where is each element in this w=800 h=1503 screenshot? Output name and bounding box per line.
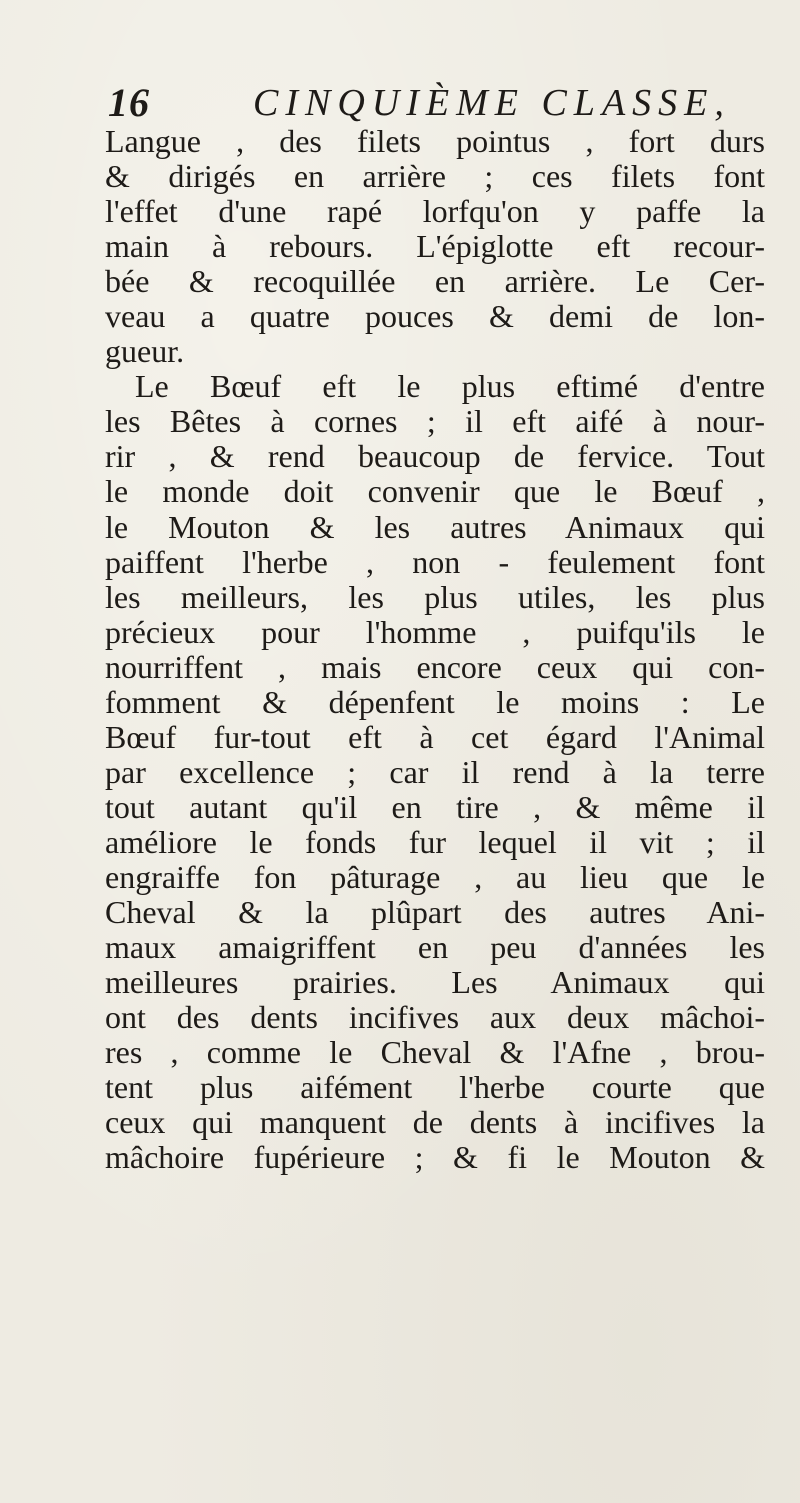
- text-line: Bœuf fur-tout eft à cet égard l'Animal: [105, 718, 765, 755]
- text-line: le Mouton & les autres Animaux qui: [105, 508, 765, 545]
- page-header: [108, 78, 731, 128]
- text-line: l'effet d'une rapé lorfqu'on y paffe la: [105, 193, 765, 230]
- text-line: précieux pour l'homme , puifqu'ils le: [105, 613, 765, 650]
- text-line: main à rebours. L'épiglotte eft recour-: [105, 228, 765, 265]
- text-line: gueur.: [105, 333, 185, 370]
- text-line: par excellence ; car il rend à la terre: [105, 753, 765, 790]
- text-line: le monde doit convenir que le Bœuf ,: [105, 473, 765, 510]
- text-line: res , comme le Cheval & l'Afne , brou-: [105, 1034, 765, 1071]
- text-line: maux amaigriffent en peu d'années les: [105, 929, 765, 966]
- text-line: veau a quatre pouces & demi de lon-: [105, 298, 765, 335]
- text-line: les Bêtes à cornes ; il eft aifé à nour-: [105, 403, 765, 440]
- text-line: engraiffe fon pâturage , au lieu que le: [105, 858, 765, 895]
- text-line: paiffent l'herbe , non - feulement font: [105, 543, 765, 580]
- text-line: fomment & dépenfent le moins : Le: [105, 683, 765, 720]
- running-head: CINQUIÈME CLASSE,: [253, 82, 731, 124]
- text-line: Le Bœuf eft le plus eftimé d'entre: [135, 368, 765, 405]
- page-number: 16: [108, 80, 150, 125]
- text-line: meilleures prairies. Les Animaux qui: [105, 964, 765, 1001]
- text-line: & dirigés en arrière ; ces filets font: [105, 158, 765, 195]
- text-line: les meilleurs, les plus utiles, les plus: [105, 578, 765, 615]
- text-line: ceux qui manquent de dents à incifives la: [105, 1104, 765, 1141]
- body-text: [105, 124, 765, 1175]
- text-line: ont des dents incifives aux deux mâchoi-: [105, 999, 765, 1036]
- text-line: améliore le fonds fur lequel il vit ; il: [105, 823, 765, 860]
- text-line: Cheval & la plûpart des autres Ani-: [105, 894, 765, 931]
- text-line: bée & recoquillée en arrière. Le Cer-: [105, 263, 765, 300]
- text-line: Langue , des filets pointus , fort durs: [105, 123, 765, 159]
- text-line: tent plus aifément l'herbe courte que: [105, 1069, 765, 1106]
- text-line: rir , & rend beaucoup de fervice. Tout: [105, 438, 765, 475]
- text-line: tout autant qu'il en tire , & même il: [105, 788, 765, 825]
- text-line: mâchoire fupérieure ; & fi le Mouton &: [105, 1139, 765, 1176]
- text-line: nourriffent , mais encore ceux qui con-: [105, 648, 765, 685]
